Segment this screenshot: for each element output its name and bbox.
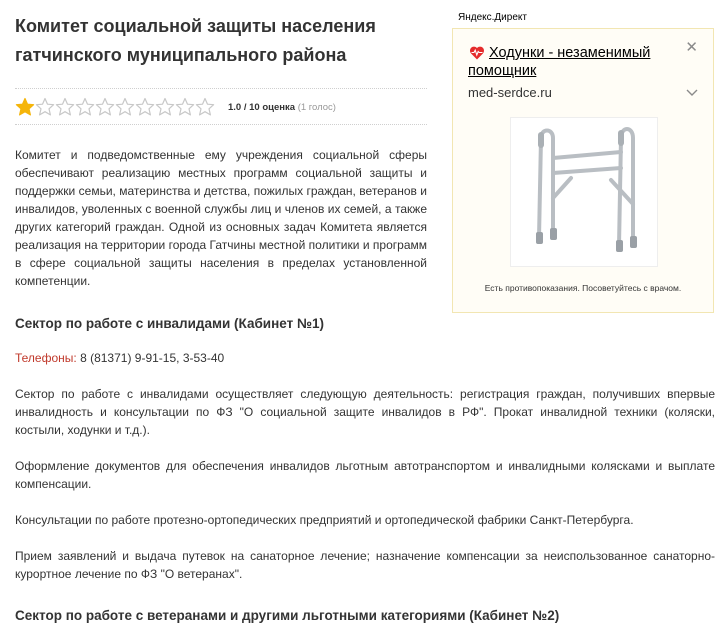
ad-provider-label[interactable]: Яндекс.Директ [458,12,527,23]
rating-divider-bottom [15,124,427,125]
close-icon[interactable]: ✕ [685,39,698,56]
star-empty-icon[interactable] [155,97,175,117]
star-empty-icon[interactable] [115,97,135,117]
rating-score: 1.0 / 10 оценка [228,101,296,113]
phone-line [15,349,715,367]
section-paragraph: Консультации по работе протезно-ортопедических предприятий и ортопедической фабрики Санкт-Петербурга. [15,513,634,527]
star-empty-icon[interactable] [95,97,115,117]
section-heading-veterans: Сектор по работе с ветеранами и другими льготными категориями (Кабинет №2) [15,608,560,623]
phone-label: Телефоны: [15,351,77,365]
ad-disclaimer: Есть противопоказания. Посоветуйтесь с врачом. [484,283,682,293]
section-heading-disabled: Сектор по работе с инвалидами (Кабинет №1) [15,316,324,331]
ad-block[interactable] [452,28,714,313]
chevron-down-icon[interactable] [685,85,699,99]
page-title: Комитет социальной защиты населения гатчинского муниципального района [15,16,376,65]
rating-summary [228,102,336,113]
ad-title-link[interactable]: Ходунки - незаменимый помощник [468,45,651,79]
rating-widget [15,96,336,118]
star-empty-icon[interactable] [35,97,55,117]
star-empty-icon[interactable] [55,97,75,117]
star-empty-icon[interactable] [195,97,215,117]
section-paragraph: Оформление документов для обеспечения инвалидов льготным автотранспортом и инвалидными колясками и выплате компенсации. [15,459,715,491]
rating-stars[interactable] [15,97,215,117]
walker-image[interactable] [510,117,658,267]
rating-divider-top [15,88,427,89]
section-paragraph: Сектор по работе с инвалидами осуществляет следующую деятельность: регистрация граждан, получивших впервые инвалидность и консультации по ФЗ "О социальной защите инвалидов в РФ". Прокат инвалидной техники (коляски, костыли, ходунки и т.д.). [15,387,715,437]
rating-votes: (1 голос) [297,101,336,113]
star-filled-icon[interactable] [15,97,35,117]
ad-domain[interactable]: med-serdce.ru [468,85,552,100]
star-empty-icon[interactable] [135,97,155,117]
phone-value: 8 (81371) 9-91-15, 3-53-40 [76,351,225,365]
section-paragraph: Прием заявлений и выдача путевок на санаторное лечение; назначение компенсации за неиспользованное санаторно-курортное лечение по ФЗ "О ветеранах". [15,549,715,581]
star-empty-icon[interactable] [175,97,195,117]
intro-paragraph: Комитет и подведомственные ему учреждения социальной сферы обеспечивают реализацию местных программ социальной защиты и поддержки семьи, материнства и детства, пожилых граждан, ветеранов и инвалидов, уволенных с военной службы лиц и членов их семей, а также других категорий граждан. Одной из основных задач Комитета является реализация на территории города Гатчины местной политики и программ в сфере социальной защиты населения в пределах установленной компетенции. [15,148,427,288]
walker-illustration [511,118,657,266]
star-empty-icon[interactable] [75,97,95,117]
